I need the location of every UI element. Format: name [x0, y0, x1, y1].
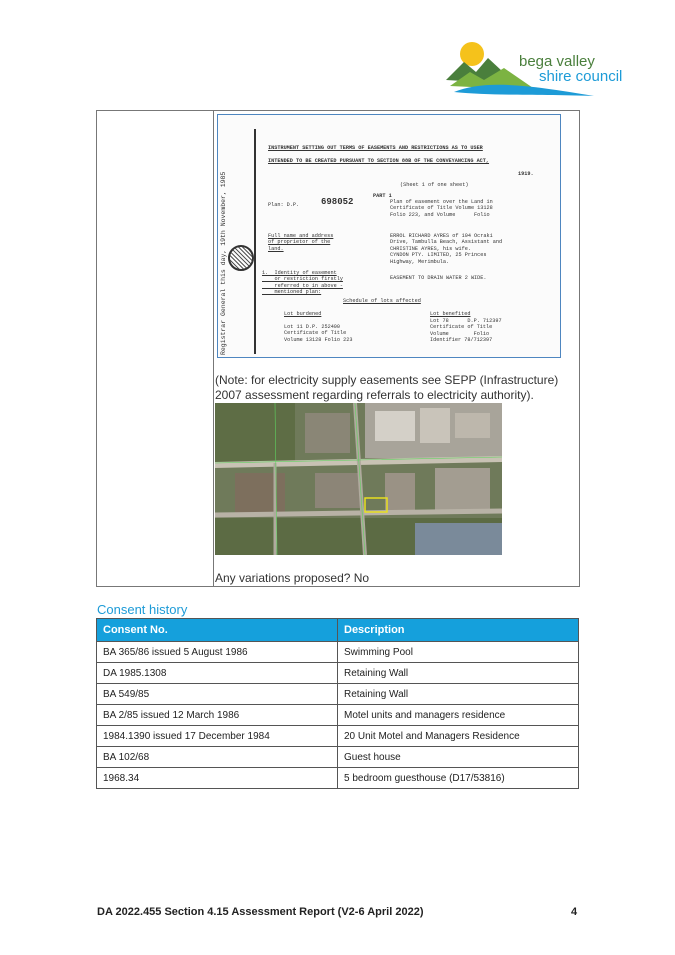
scan-lot-burdened: Lot 11 D.P. 252400 Certificate of Title Volume 13128 Folio 223 — [284, 324, 353, 343]
consent-no: 1984.1390 issued 17 December 1984 — [97, 726, 338, 747]
scan-plan-label: Plan: D.P. — [268, 202, 300, 208]
table-row — [97, 726, 579, 747]
scan-lot-benefited-heading: Lot benefited — [430, 311, 471, 317]
scan-lot-benefited: Lot 78 D.P. 712397 Certificate of Title Volume Folio Identifier 78/712397 — [430, 318, 502, 344]
scan-name-value: ERROL RICHARD AYRES of 104 Ocraki Drive, Tambulla Beach, Assistant and CHRISTINE AYRES, his wife. CYNDON PTY. LIMITED, 25 Princes Highway, Merimbula. — [390, 233, 503, 265]
scan-identity-label: 1. Identity of easement or restriction firstly referred to in above - mentioned plan: — [262, 270, 343, 296]
assessment-left-cell — [97, 111, 214, 586]
consent-description: Swimming Pool — [338, 642, 579, 663]
council-logo — [444, 40, 629, 102]
scan-identity-value: EASEMENT TO DRAIN WATER 2 WIDE. — [390, 275, 487, 281]
consent-description: Retaining Wall — [338, 663, 579, 684]
variations-text: Any variations proposed? No — [215, 571, 370, 585]
consent-description: Motel units and managers residence — [338, 705, 579, 726]
consent-description: 5 bedroom guesthouse (D17/53816) — [338, 768, 579, 789]
scan-plan-no: 698052 — [321, 197, 354, 207]
scan-sheet: (Sheet 1 of one sheet) — [400, 182, 469, 188]
scan-lot-burdened-heading: Lot burdened — [284, 311, 322, 317]
consent-no: BA 102/68 — [97, 747, 338, 768]
consent-no: BA 365/86 issued 5 August 1986 — [97, 642, 338, 663]
consent-description: 20 Unit Motel and Managers Residence — [338, 726, 579, 747]
scan-heading-1: INSTRUMENT SETTING OUT TERMS OF EASEMENTS AND RESTRICTIONS AS TO USER — [268, 145, 483, 151]
consent-no: 1968.34 — [97, 768, 338, 789]
footer-title: DA 2022.455 Section 4.15 Assessment Report (V2-6 April 2022) — [97, 906, 424, 918]
consent-no: BA 549/85 — [97, 684, 338, 705]
consent-description: Retaining Wall — [338, 684, 579, 705]
table-row — [97, 705, 579, 726]
scan-plan-desc: Plan of easement over the Land in Certificate of Title Volume 13128 Folio 223, and Volume Folio — [390, 199, 493, 218]
scan-part: PART 1 — [373, 193, 392, 199]
table-row — [97, 663, 579, 684]
scan-year: 1919. — [518, 171, 534, 177]
column-header: Consent No. — [97, 619, 338, 642]
scan-name-label: Full name and address of proprietor of the land. — [268, 233, 334, 252]
seal-icon — [228, 245, 254, 271]
aerial-photo — [215, 403, 502, 555]
table-header-row — [97, 619, 579, 642]
logo-line-1: bega valley — [519, 53, 595, 70]
consent-history-heading: Consent history — [97, 602, 188, 617]
consent-no: BA 2/85 issued 12 March 1986 — [97, 705, 338, 726]
page-number: 4 — [571, 906, 578, 918]
column-header: Description — [338, 619, 579, 642]
scan-schedule: Schedule of lots affected — [343, 298, 421, 304]
table-row — [97, 768, 579, 789]
margin-rule — [254, 129, 256, 354]
table-row — [97, 747, 579, 768]
scan-heading-2: INTENDED TO BE CREATED PURSUANT TO SECTION 88B OF THE CONVEYANCING ACT, — [268, 158, 490, 164]
table-row — [97, 684, 579, 705]
logo-line-2: shire council — [539, 68, 623, 85]
consent-description: Guest house — [338, 747, 579, 768]
consent-history-table — [96, 618, 579, 789]
registrar-stamp: Registrar General this day, 19th November, 1985 — [220, 171, 227, 355]
consent-no: DA 1985.1308 — [97, 663, 338, 684]
electricity-note: (Note: for electricity supply easements see SEPP (Infrastructure) 2007 assessment regarding referrals to electricity authority). — [215, 373, 559, 402]
table-row — [97, 642, 579, 663]
scanned-instrument-image — [217, 114, 561, 358]
